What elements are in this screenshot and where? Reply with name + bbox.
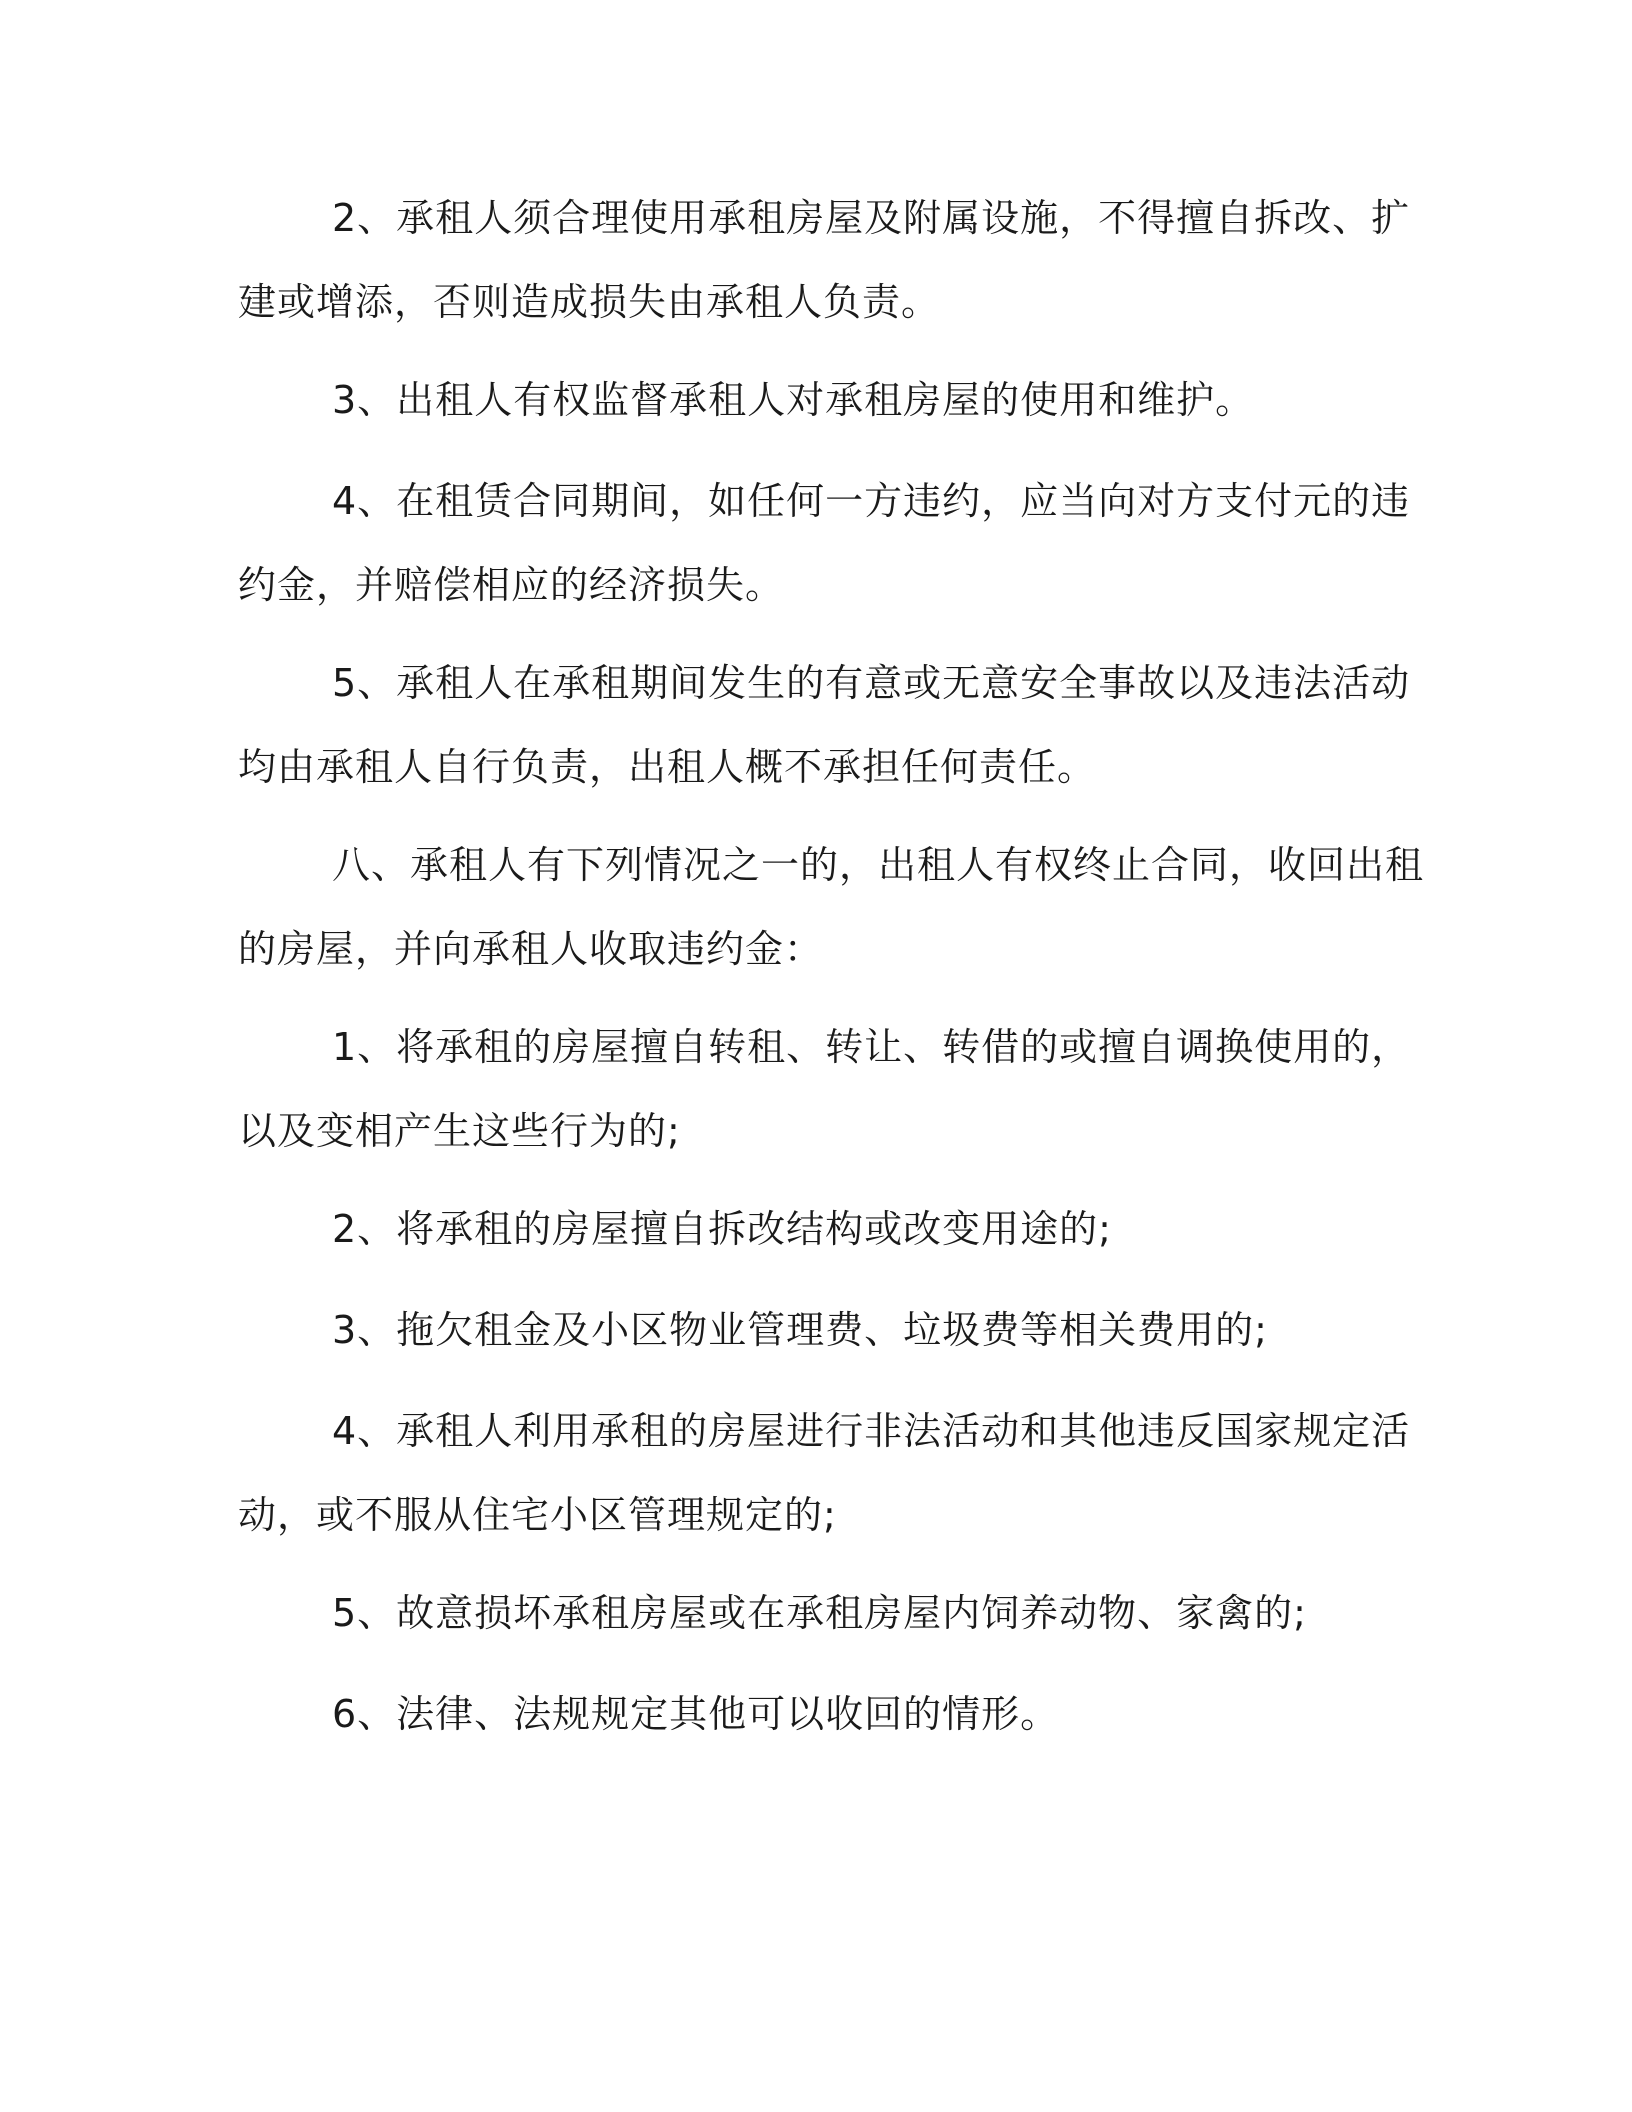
paragraph-clause-3: [238, 358, 1388, 442]
termination-item-4: [238, 1389, 1411, 1557]
paragraph-line: 1、将承租的房屋擅自转租、转让、转借的或擅自调换使用的，: [332, 1025, 1411, 1069]
paragraph-line: 八、承租人有下列情况之一的，出租人有权终止合同，收回出租: [332, 843, 1425, 887]
paragraph-clause-4: [238, 459, 1411, 627]
paragraph-line: 2、将承租的房屋擅自拆改结构或改变用途的;: [332, 1207, 1112, 1251]
paragraph-line: 约金，并赔偿相应的经济损失。: [238, 563, 785, 607]
paragraph-line: 5、承租人在承租期间发生的有意或无意安全事故以及违法活动: [332, 661, 1411, 705]
section-eight-heading: [238, 823, 1425, 991]
paragraph-line: 3、出租人有权监督承租人对承租房屋的使用和维护。: [332, 378, 1255, 422]
paragraph-line: 4、在租赁合同期间，如任何一方违约，应当向对方支付元的违: [332, 479, 1411, 523]
termination-item-2: [238, 1187, 1388, 1271]
paragraph-line: 均由承租人自行负责，出租人概不承担任何责任。: [238, 745, 1097, 789]
paragraph-line: 6、法律、法规规定其他可以收回的情形。: [332, 1692, 1060, 1736]
paragraph-clause-5: [238, 641, 1411, 809]
termination-item-6: [238, 1672, 1388, 1756]
paragraph-line: 建或增添，否则造成损失由承租人负责。: [238, 280, 941, 324]
termination-item-1: [238, 1005, 1411, 1173]
termination-item-3: [238, 1288, 1388, 1372]
paragraph-line: 以及变相产生这些行为的;: [238, 1109, 681, 1153]
paragraph-line: 的房屋，并向承租人收取违约金：: [238, 927, 824, 971]
paragraph-line: 3、拖欠租金及小区物业管理费、垃圾费等相关费用的;: [332, 1308, 1268, 1352]
paragraph-line: 4、承租人利用承租的房屋进行非法活动和其他违反国家规定活: [332, 1409, 1411, 1453]
termination-item-5: [238, 1571, 1388, 1655]
paragraph-line: 5、故意损坏承租房屋或在承租房屋内饲养动物、家禽的;: [332, 1591, 1307, 1635]
paragraph-line: 动，或不服从住宅小区管理规定的;: [238, 1493, 837, 1537]
paragraph-line: 2、承租人须合理使用承租房屋及附属设施，不得擅自拆改、扩: [332, 196, 1411, 240]
paragraph-clause-2: [238, 176, 1411, 344]
